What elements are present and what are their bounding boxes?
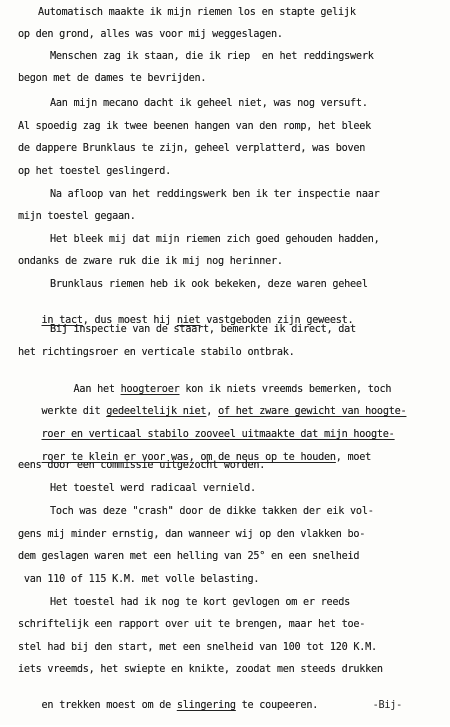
- text-line-30: iets vreemds, het swiepte en knikte, zoodat men steeds drukken: [18, 664, 383, 675]
- text-line-8: op het toestel geslingerd.: [18, 166, 171, 177]
- underlined-slingering: slingering: [176, 700, 236, 711]
- text-line-6: Al spoedig zag ik twee beenen hangen van den romp, het bleek: [18, 121, 372, 132]
- text-line-15: Bij inspectie van de staart, bemerkte ik direct, dat: [50, 324, 356, 335]
- text-line-12: ondanks de zware ruk die ik mij nog herinner.: [18, 256, 283, 267]
- text-line-26: van 110 of 115 K.M. met volle belasting.: [18, 574, 260, 585]
- text-line-23: Toch was deze "crash" door de dikke takken der eik vol-: [50, 506, 374, 517]
- text-line-1: Automatisch maakte ik mijn riemen los en stapte gelijk: [38, 7, 356, 18]
- text-line-9: Na afloop van het reddingswerk ben ik ter inspectie naar: [50, 189, 380, 200]
- underlined-clause-3: roer te klein er voor was: [41, 452, 189, 463]
- underlined-clause-4: om de neus op te houden: [200, 452, 336, 463]
- underlined-niet: niet: [176, 315, 201, 326]
- text-line-18: werkte dit gedeeltelijk niet, of het zware gewicht van hoogte-: [41, 406, 407, 417]
- text-line-22: Het toestel werd radicaal vernield.: [50, 483, 256, 494]
- text-line-16: het richtingsroer en verticale stabilo ontbrak.: [18, 347, 295, 358]
- text-line-27: Het toestel had ik nog te kort gevlogen om er reeds: [50, 597, 351, 608]
- text-line-13: Brunklaus riemen heb ik ook bekeken, deze waren geheel: [50, 279, 368, 290]
- text-line-29: stel had bij den start, met een snelheid van 100 tot 120 K.M.: [18, 642, 377, 653]
- underlined-clause-2: roer en verticaal stabilo zooveel uitmaakte dat mijn hoogte-: [41, 429, 395, 440]
- text-line-20: roer te klein er voor was, om de neus op te houden, moet: [41, 452, 372, 463]
- text-line-14: in tact, dus moest hij niet vastgeboden zijn geweest.: [41, 315, 354, 326]
- text-line-25: dem geslagen waren met een helling van 25° en een snelheid: [18, 551, 360, 562]
- text-line-7: de dappere Brunklaus te zijn, geheel verplatterd, was boven: [18, 143, 366, 154]
- catchword: -Bij-: [372, 700, 402, 711]
- text-line-10: mijn toestel gegaan.: [18, 211, 136, 222]
- text-line-4: begon met de dames te bevrijden.: [18, 73, 207, 84]
- underlined-clause-1: of het zware gewicht van hoogte-: [218, 406, 407, 417]
- underlined-in-tact: in tact: [41, 315, 83, 326]
- text-line-2: op den grond, alles was voor mij weggeslagen.: [18, 29, 283, 40]
- text-line-24: gens mij minder ernstig, dan wanneer wij op den vlakken bo-: [18, 529, 366, 540]
- underlined-gedeeltelijk: gedeeltelijk niet: [106, 406, 207, 417]
- text-line-28: schriftelijk een rapport over uit te brengen, maar het toe-: [18, 619, 366, 630]
- text-line-21: eens door een commissie uitgezocht worden.: [18, 460, 266, 471]
- text-line-5: Aan mijn mecano dacht ik geheel niet, was nog versuft.: [50, 98, 368, 109]
- underlined-hoogteroer: hoogteroer: [120, 384, 180, 395]
- text-line-3: Menschen zag ik staan, die ik riep en het reddingswerk: [50, 51, 374, 62]
- text-line-11: Het bleek mij dat mijn riemen zich goed gehouden hadden,: [50, 234, 380, 245]
- text-line-31: en trekken moest om de slingering te coupeeren.: [41, 700, 319, 711]
- text-line-17: Aan het hoogteroer kon ik niets vreemds bemerken, toch: [73, 384, 392, 395]
